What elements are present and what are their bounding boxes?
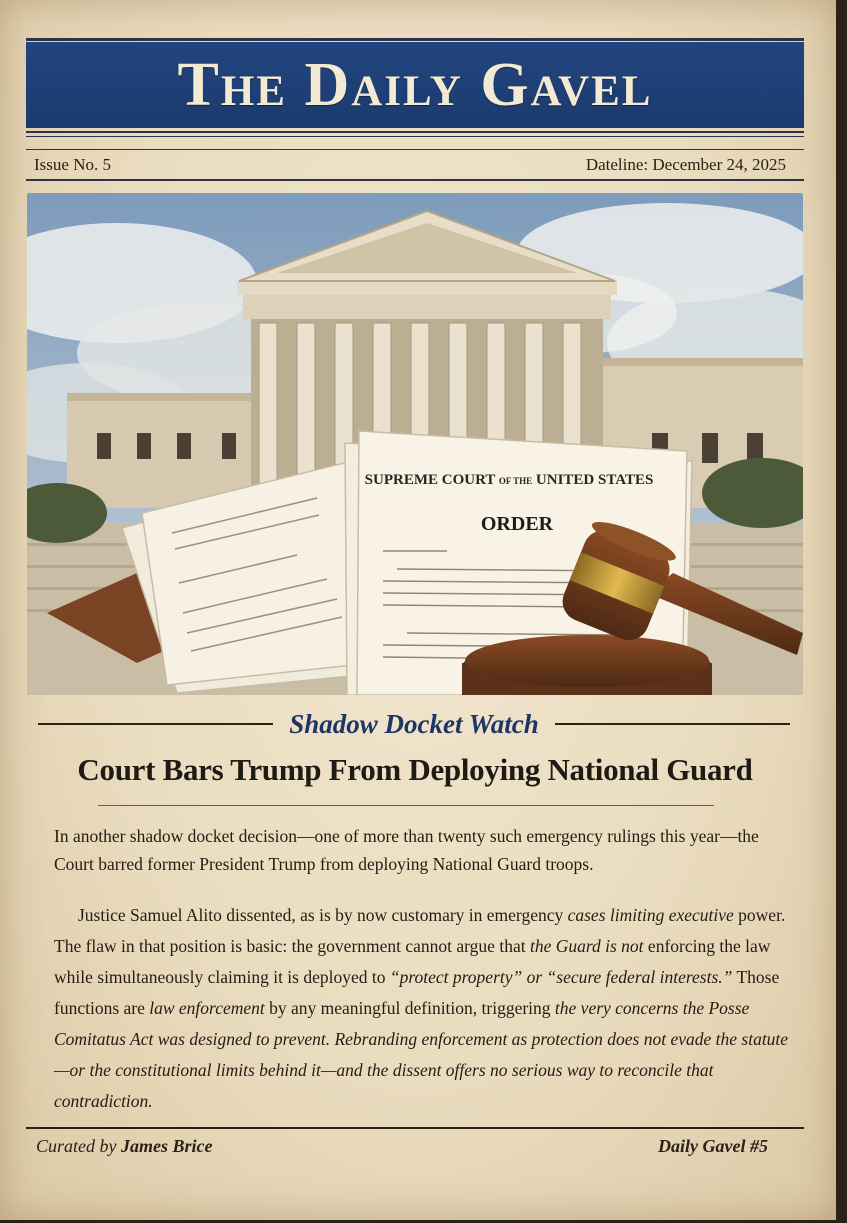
- meta-bottom-rule: [26, 179, 804, 181]
- article-lede: In another shadow docket decision—one of more than twenty such emergency rulings this year—the Court barred former President Trump from deploying National Guard troops.: [54, 826, 759, 874]
- masthead: [26, 42, 804, 128]
- body-segment: enforcing the law while simultaneously claiming it is deployed to: [54, 936, 771, 987]
- body-emphasis: the very concerns the Posse Comitatus Act was designed to prevent. Rebranding enforcement as protection does not evade the statute—or the constitutional limits behind it—and the dissent offers no serious way to reconcile that contradiction.: [54, 998, 789, 1111]
- masthead-title: The Daily Gavel: [177, 51, 653, 119]
- headline-rule: [98, 805, 714, 806]
- curator-name: James Brice: [121, 1136, 213, 1156]
- article-headline: Court Bars Trump From Deploying National Guard: [77, 752, 753, 787]
- footer-rule: [26, 1127, 804, 1129]
- curator-prefix: Curated by: [36, 1136, 117, 1156]
- section-title: Shadow Docket Watch: [289, 708, 539, 739]
- kicker-right-rule: [555, 723, 790, 725]
- body-segment: by any meaningful definition, triggering: [264, 998, 555, 1018]
- supreme-court-illustration: [27, 193, 803, 695]
- dateline: Dateline: December 24, 2025: [585, 155, 786, 174]
- body-segment: Justice Samuel Alito dissented, as is by now customary in emergency: [78, 905, 568, 925]
- body-emphasis: cases limiting executive: [567, 905, 734, 925]
- body-emphasis: law enforcement: [149, 998, 265, 1018]
- hero-illustration: [27, 193, 803, 695]
- edition-label: Daily Gavel #5: [658, 1136, 768, 1156]
- body-segment: power. The flaw in that position is basic: the government cannot argue that: [54, 905, 786, 956]
- issue-number: Issue No. 5: [34, 155, 111, 174]
- masthead-top-rule: [26, 38, 804, 41]
- masthead-rule-2: [26, 136, 804, 137]
- section-kicker: [38, 706, 790, 742]
- body-emphasis: “protect property” or “secure federal interests.”: [389, 967, 733, 987]
- meta-top-rule: [26, 149, 804, 150]
- order-title: ORDER: [480, 513, 554, 535]
- masthead-rule-1: [26, 131, 804, 133]
- article-body: [54, 900, 798, 1117]
- issue-meta-row: [34, 155, 786, 175]
- body-emphasis: the Guard is not: [529, 936, 644, 956]
- order-court-name: SUPREME COURT OF THE UNITED STATES: [364, 472, 654, 488]
- body-segment: Those functions are: [54, 967, 780, 1018]
- curator-credit: [36, 1136, 213, 1157]
- kicker-left-rule: [38, 723, 273, 725]
- footer: [36, 1136, 768, 1157]
